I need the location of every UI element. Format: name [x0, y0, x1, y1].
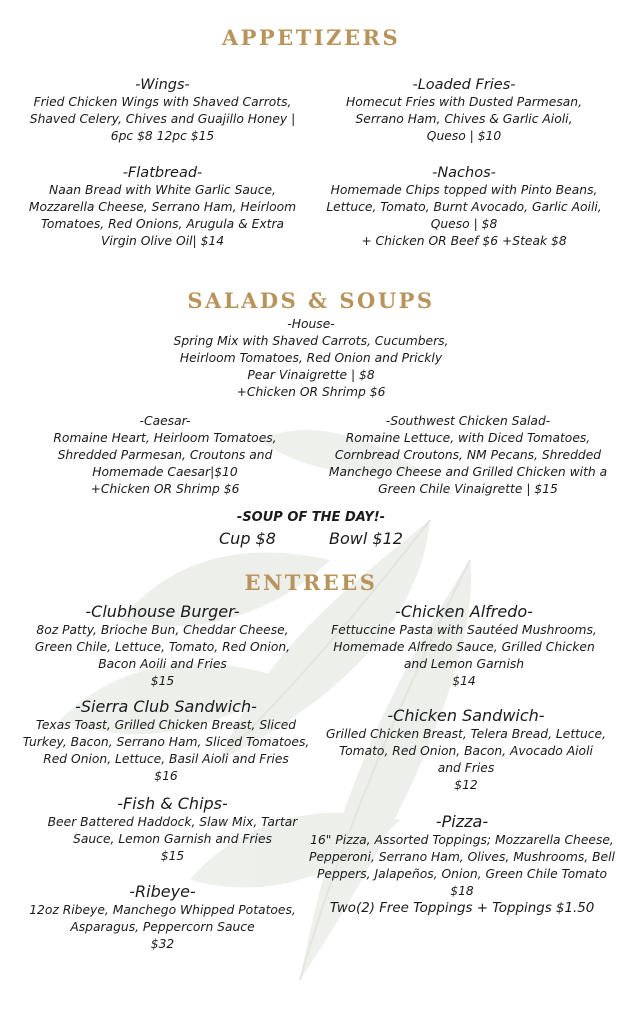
item-desc-line: 16" Pizza, Assorted Toppings; Mozzarella Cheese,: [310, 833, 614, 847]
entrees-heading: ENTREES: [244, 570, 378, 595]
item-desc-line: Green Chile Vinaigrette | $15: [378, 482, 558, 496]
item-desc-line: Pear Vinaigrette | $8: [247, 368, 375, 382]
item-desc-line: Homemade Chips topped with Pinto Beans,: [330, 183, 598, 197]
item-desc-line: +Chicken OR Shrimp $6: [236, 385, 386, 399]
item-desc-line: Red Onion, Lettuce, Basil Aioli and Fries: [43, 752, 289, 766]
item-name: -Wings-: [135, 77, 190, 93]
item-desc-line: Homemade Alfredo Sauce, Grilled Chicken: [333, 640, 595, 654]
item-name: -Caesar-: [139, 414, 191, 428]
item-desc-line: Queso | $8: [430, 217, 498, 231]
item-desc-line: Shredded Parmesan, Croutons and: [57, 448, 273, 462]
item-desc-line: +Chicken OR Shrimp $6: [90, 482, 240, 496]
soup-cup-price: Cup $8: [219, 529, 276, 548]
item-desc-line: + Chicken OR Beef $6 +Steak $8: [361, 234, 567, 248]
item-name: -Chicken Sandwich-: [387, 706, 545, 725]
item-name: -House-: [287, 317, 335, 331]
item-desc-line: Heirloom Tomatoes, Red Onion and Prickly: [179, 351, 443, 365]
item-desc-line: Pepperoni, Serrano Ham, Olives, Mushrooms, Bell: [309, 850, 615, 864]
item-name: -Nachos-: [432, 165, 496, 181]
item-desc-line: Fettuccine Pasta with Sautéed Mushrooms,: [331, 623, 597, 637]
item-desc-line: Green Chile, Lettuce, Tomato, Red Onion,: [34, 640, 291, 654]
item-desc-line: Beer Battered Haddock, Slaw Mix, Tartar: [47, 815, 298, 829]
item-desc-line: Serrano Ham, Chives & Garlic Aioli,: [355, 112, 573, 126]
item-desc-line: Romaine Lettuce, with Diced Tomatoes,: [345, 431, 591, 445]
item-price: $14: [452, 674, 476, 688]
item-price: $12: [454, 778, 478, 792]
item-desc-line: Turkey, Bacon, Serrano Ham, Sliced Tomatoes,: [22, 735, 310, 749]
menu-item-pizza: [306, 812, 618, 918]
item-desc-line: Queso | $10: [426, 129, 502, 143]
item-name: -Clubhouse Burger-: [85, 602, 240, 621]
menu-item-sierra-club-sandwich: [16, 697, 316, 785]
menu-item-wings: [20, 76, 305, 145]
item-desc-line: Virgin Olive Oil| $14: [100, 234, 225, 248]
item-desc-line: Shaved Celery, Chives and Guajillo Honey |: [29, 112, 296, 126]
item-desc-line: Homecut Fries with Dusted Parmesan,: [346, 95, 582, 109]
menu-item-fish-and-chips: [30, 794, 315, 865]
menu-item-chicken-alfredo: [318, 602, 610, 690]
item-desc-line: Asparagus, Peppercorn Sauce: [70, 920, 255, 934]
item-desc-line: Lettuce, Tomato, Burnt Avocado, Garlic Aoili,: [326, 200, 602, 214]
item-name: -Ribeye-: [129, 882, 196, 901]
soup-bowl-price: Bowl $12: [329, 529, 403, 548]
item-desc-line: Tomatoes, Red Onions, Arugula & Extra: [40, 217, 285, 231]
item-desc-line: Spring Mix with Shaved Carrots, Cucumbers,: [173, 334, 449, 348]
item-desc-line: Romaine Heart, Heirloom Tomatoes,: [53, 431, 277, 445]
item-price: $32: [150, 937, 175, 951]
item-name: -Chicken Alfredo-: [395, 602, 533, 621]
item-price: $15: [150, 674, 175, 688]
item-desc-line: 6pc $8 12pc $15: [110, 129, 215, 143]
appetizers-heading: APPETIZERS: [221, 25, 401, 50]
item-desc-line: and Lemon Garnish: [403, 657, 525, 671]
item-name: -Southwest Chicken Salad-: [385, 414, 551, 428]
salads-soups-heading: SALADS & SOUPS: [187, 288, 435, 313]
menu-item-house-salad: [150, 316, 472, 401]
item-desc-line: Cornbread Croutons, NM Pecans, Shredded: [334, 448, 602, 462]
menu-item-ribeye: [20, 882, 305, 953]
item-desc-line: Peppers, Jalapeños, Onion, Green Chile Tomato: [317, 867, 607, 881]
menu-item-loaded-fries: [318, 76, 610, 145]
item-name: -Flatbread-: [122, 165, 203, 181]
item-name: -Pizza-: [435, 812, 489, 831]
item-desc-line: Bacon Aoili and Fries: [98, 657, 227, 671]
item-desc-line: Naan Bread with White Garlic Sauce,: [49, 183, 276, 197]
item-desc-line: Sauce, Lemon Garnish and Fries: [73, 832, 272, 846]
item-price: $18: [450, 884, 474, 898]
menu-item-caesar-salad: [40, 413, 290, 498]
menu-item-nachos: [312, 164, 616, 250]
item-desc-line: Fried Chicken Wings with Shaved Carrots,: [33, 95, 292, 109]
item-extra-toppings: Two(2) Free Toppings + Toppings $1.50: [329, 901, 595, 916]
item-desc-line: 8oz Patty, Brioche Bun, Cheddar Cheese,: [36, 623, 289, 637]
item-desc-line: Texas Toast, Grilled Chicken Breast, Sliced: [35, 718, 297, 732]
item-desc-line: Homemade Caesar|$10: [92, 465, 238, 479]
menu-item-flatbread: [20, 164, 305, 250]
item-name: -Sierra Club Sandwich-: [75, 697, 257, 716]
item-desc-line: and Fries: [437, 761, 495, 775]
item-name: -Fish & Chips-: [117, 794, 228, 813]
item-desc-line: Manchego Cheese and Grilled Chicken with a: [328, 465, 608, 479]
menu-item-clubhouse-burger: [20, 602, 305, 690]
item-price: $16: [154, 769, 178, 783]
menu-item-southwest-salad: [320, 413, 616, 498]
item-desc-line: Mozzarella Cheese, Serrano Ham, Heirloom: [28, 200, 297, 214]
item-desc-line: Grilled Chicken Breast, Telera Bread, Lettuce,: [325, 727, 607, 741]
item-desc-line: Tomato, Red Onion, Bacon, Avocado Aioli: [339, 744, 593, 758]
item-desc-line: 12oz Ribeye, Manchego Whipped Potatoes,: [29, 903, 296, 917]
item-price: $15: [160, 849, 185, 863]
menu-item-chicken-sandwich: [320, 706, 612, 794]
soup-of-the-day-title: -SOUP OF THE DAY!-: [236, 510, 386, 525]
item-name: -Loaded Fries-: [412, 77, 516, 93]
